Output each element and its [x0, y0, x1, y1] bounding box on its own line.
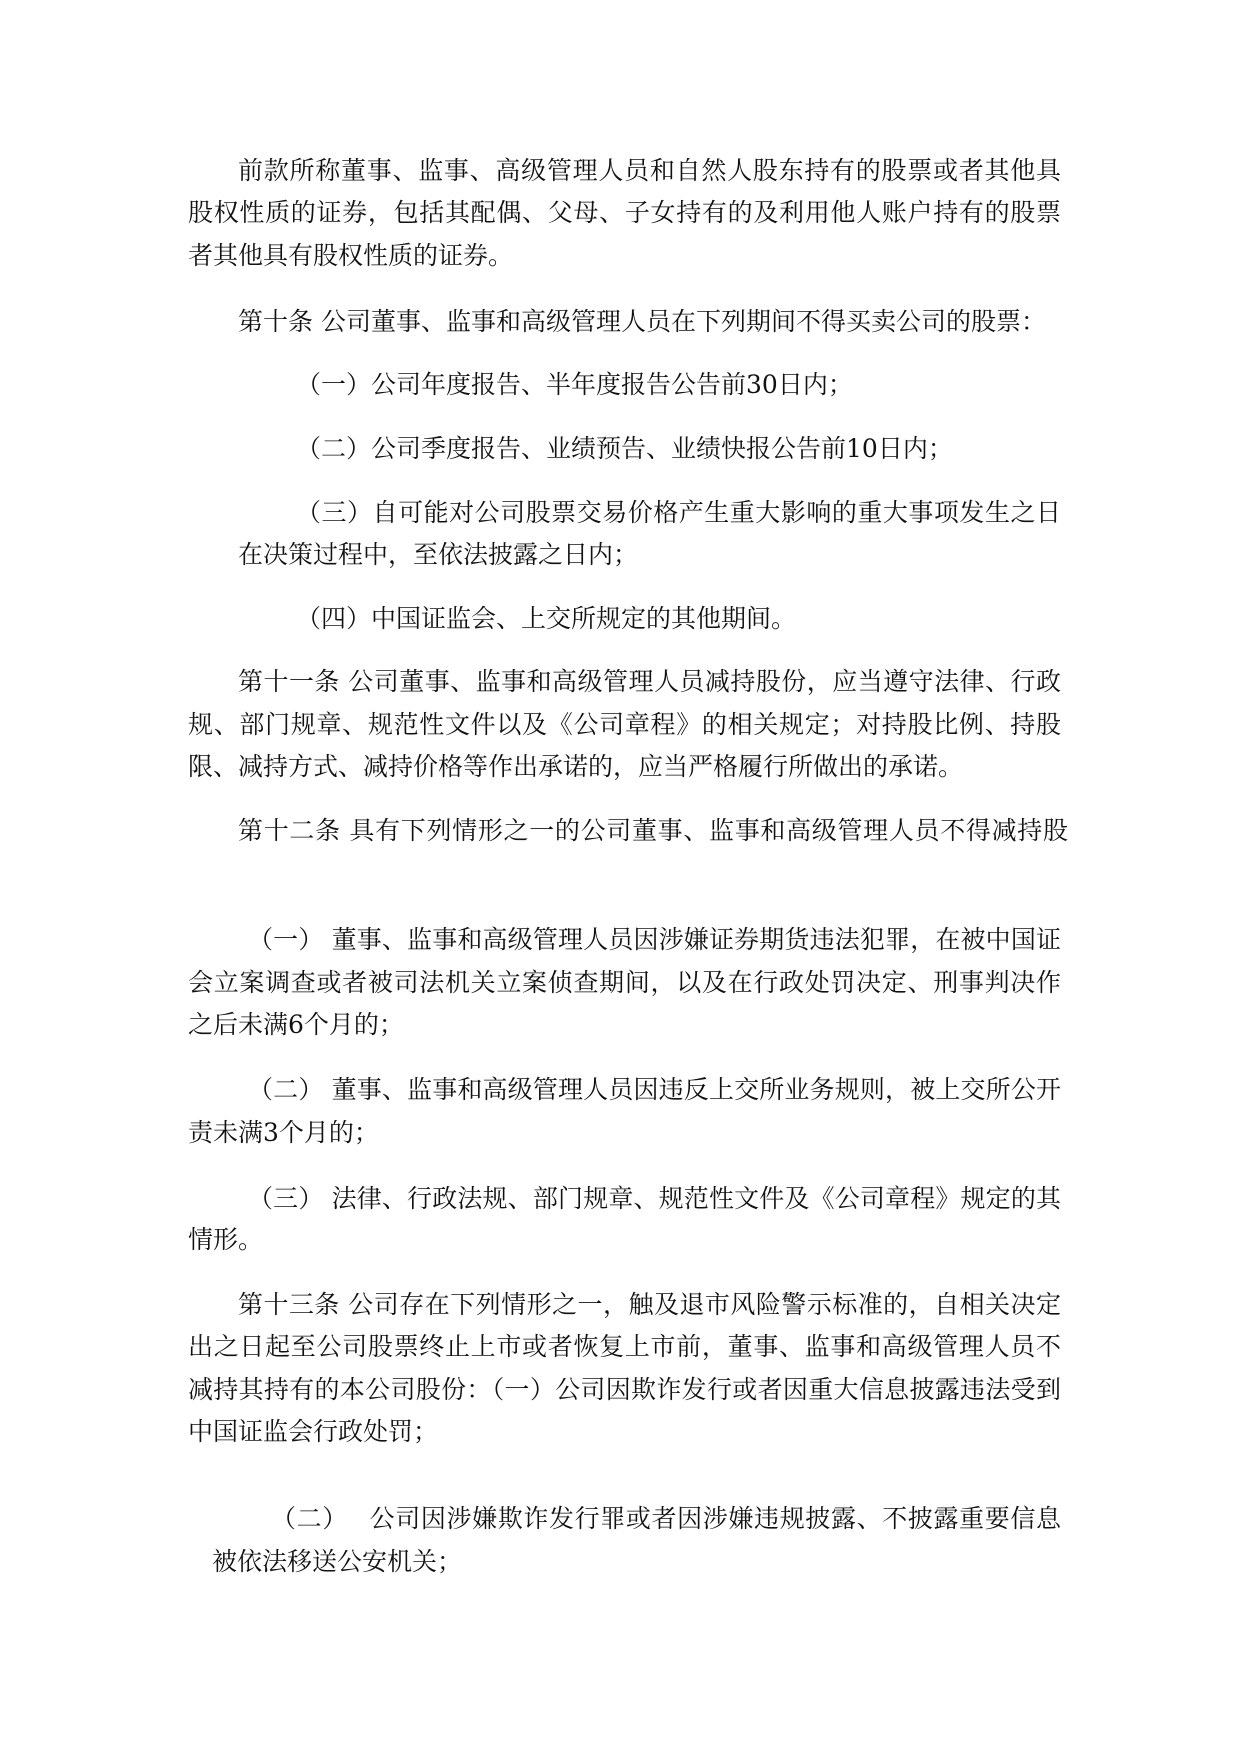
text-line: 规、部门规章、规范性文件以及《公司章程》的相关规定；对持股比例、持股: [188, 710, 1061, 739]
text-line: 在决策过程中，至依法披露之日内；: [238, 540, 639, 569]
article-10-item-1: （一）公司年度报告、半年度报告公告前30日内；: [296, 370, 853, 399]
text-line: 情形。: [188, 1225, 264, 1254]
text-line: 出之日起至公司股票终止上市或者恢复上市前，董事、监事和高级管理人员不: [188, 1332, 1061, 1361]
text-line: （二） 公司因涉嫌欺诈发行罪或者因涉嫌违规披露、不披露重要信息: [271, 1504, 1061, 1533]
text-line: 之后未满6个月的；: [188, 1010, 404, 1039]
text-line: 减持其持有的本公司股份：（一）公司因欺诈发行或者因重大信息披露违法受到: [188, 1375, 1061, 1404]
text-line: 第十三条 公司存在下列情形之一，触及退市风险警示标准的，自相关决定: [238, 1290, 1061, 1319]
text-line: 第十一条 公司董事、监事和高级管理人员减持股份，应当遵守法律、行政: [238, 667, 1061, 696]
text-line: （三） 法律、行政法规、部门规章、规范性文件及《公司章程》规定的其: [248, 1184, 1061, 1213]
article-10-item-4: （四）中国证监会、上交所规定的其他期间。: [296, 604, 797, 633]
text-line: （一） 董事、监事和高级管理人员因涉嫌证券期货违法犯罪，在被中国证: [248, 925, 1061, 954]
article-10-heading: 第十条 公司董事、监事和高级管理人员在下列期间不得买卖公司的股票：: [238, 307, 1046, 336]
article-12-heading: 第十二条 具有下列情形之一的公司董事、监事和高级管理人员不得减持股: [238, 816, 1068, 845]
article-10-item-2: （二）公司季度报告、业绩预告、业绩快报公告前10日内；: [296, 434, 953, 463]
text-line: 会立案调查或者被司法机关立案侦查期间，以及在行政处罚决定、刑事判决作: [188, 968, 1061, 997]
text-line: 股权性质的证券，包括其配偶、父母、子女持有的及利用他人账户持有的股票: [188, 198, 1061, 227]
text-line: 前款所称董事、监事、高级管理人员和自然人股东持有的股票或者其他具: [238, 156, 1061, 185]
text-line: 责未满3个月的；: [188, 1118, 379, 1147]
text-line: （二） 董事、监事和高级管理人员因违反上交所业务规则，被上交所公开: [248, 1075, 1061, 1104]
text-line: 中国证监会行政处罚；: [188, 1417, 439, 1446]
text-line: 限、减持方式、减持价格等作出承诺的，应当严格履行所做出的承诺。: [188, 752, 964, 781]
text-line: （三）自可能对公司股票交易价格产生重大影响的重大事项发生之日: [296, 498, 1061, 527]
text-line: 被依法移送公安机关；: [212, 1547, 463, 1576]
text-line: 者其他具有股权性质的证券。: [188, 241, 514, 270]
